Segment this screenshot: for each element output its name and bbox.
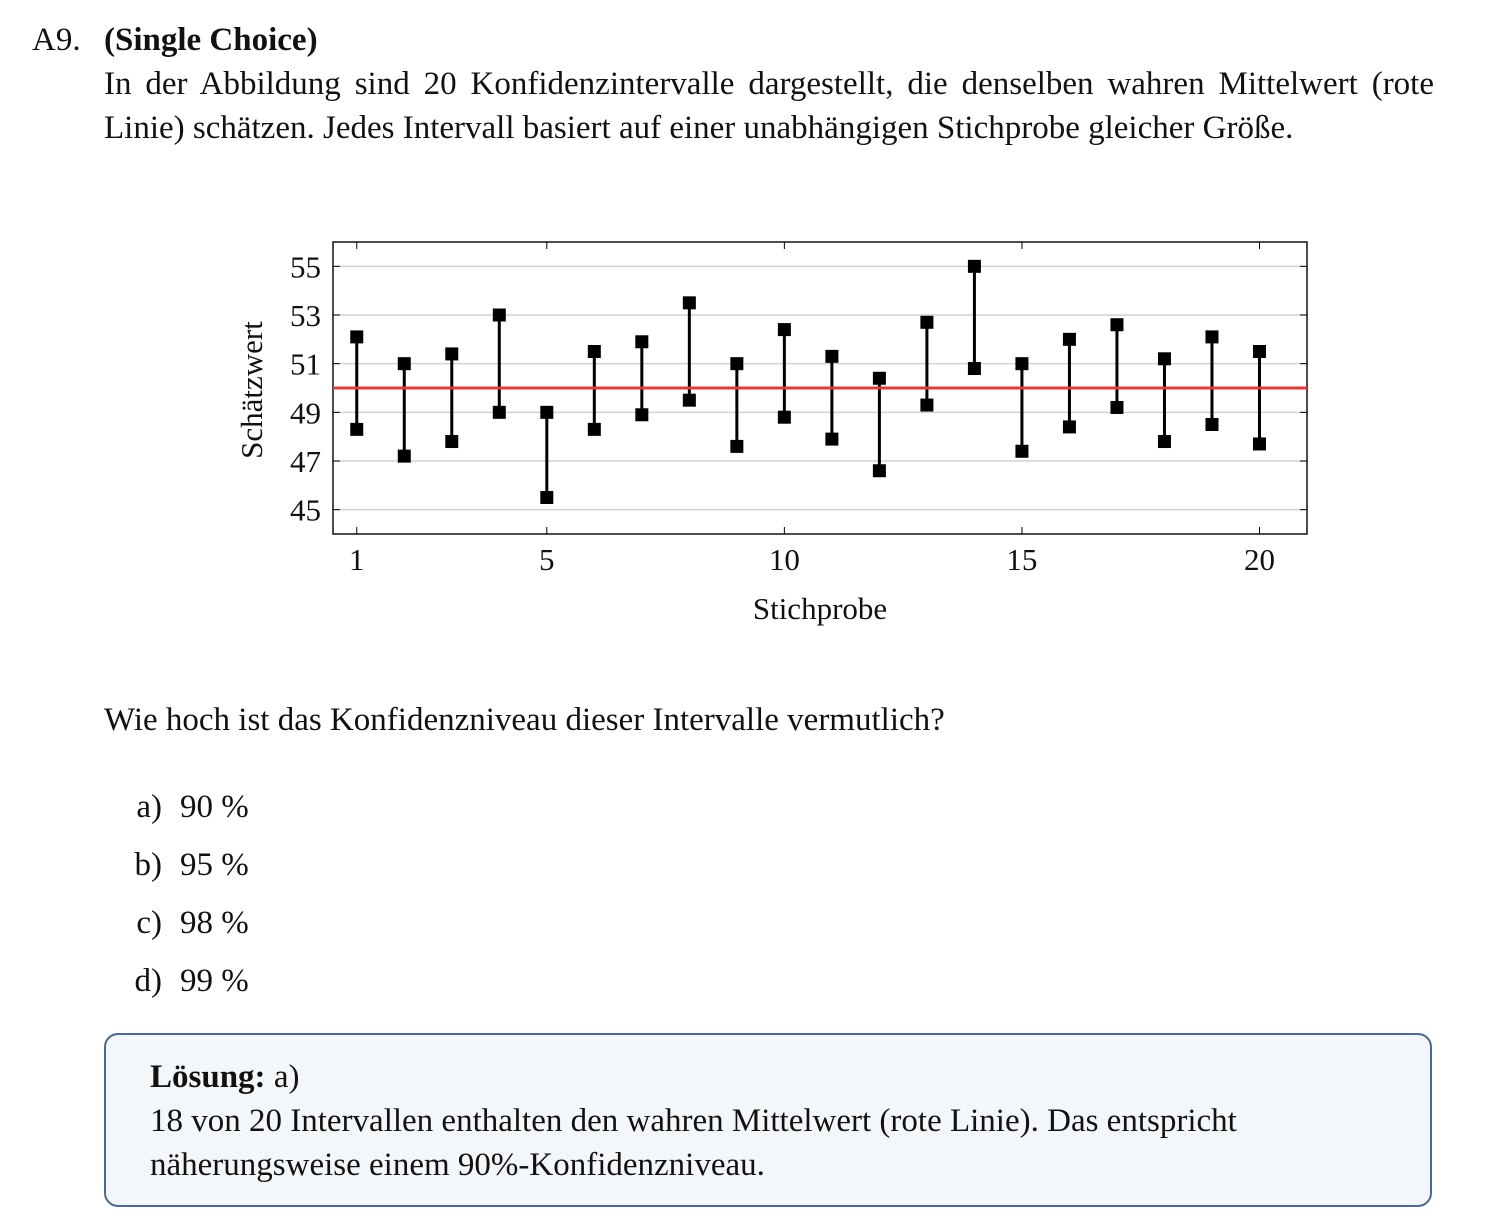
interval-upper-marker (873, 372, 886, 385)
interval-upper-marker (825, 350, 838, 363)
interval-lower-marker (1063, 420, 1076, 433)
interval-lower-marker (1110, 401, 1123, 414)
interval-lower-marker (1015, 445, 1028, 458)
x-axis-label: Stichprobe (752, 591, 888, 626)
solution-label: Lösung: (150, 1059, 266, 1095)
option-letter: a) (136, 788, 162, 825)
interval-upper-marker (1205, 330, 1218, 343)
interval-upper-marker (683, 296, 696, 309)
question-type: (Single Choice) (104, 22, 318, 58)
x-tick-label: 10 (768, 542, 800, 577)
interval-lower-marker (1158, 435, 1171, 448)
interval-upper-marker (778, 323, 791, 336)
option-value: 99 % (180, 962, 249, 999)
y-tick-label: 45 (290, 492, 321, 528)
interval-upper-marker (730, 357, 743, 370)
y-tick-label: 49 (290, 395, 321, 431)
question-text: Wie hoch ist das Konfidenzniveau dieser Intervalle vermutlich? (104, 702, 945, 738)
interval-upper-marker (635, 335, 648, 348)
x-tick-label: 20 (1243, 542, 1275, 577)
option-value: 90 % (180, 788, 249, 825)
option-letter: c) (136, 904, 162, 941)
solution-answer: a) (273, 1059, 300, 1095)
interval-upper-marker (350, 330, 363, 343)
interval-lower-marker (778, 411, 791, 424)
interval-lower-marker (730, 440, 743, 453)
interval-upper-marker (1110, 318, 1123, 331)
interval-lower-marker (920, 399, 933, 412)
interval-lower-marker (445, 435, 458, 448)
interval-upper-marker (445, 347, 458, 360)
y-tick-label: 55 (290, 249, 321, 285)
interval-lower-marker (350, 423, 363, 436)
interval-lower-marker (1205, 418, 1218, 431)
y-tick-label: 51 (290, 346, 321, 382)
option-a[interactable] (104, 778, 249, 836)
option-b[interactable] (104, 836, 249, 894)
interval-lower-marker (588, 423, 601, 436)
interval-upper-marker (1158, 352, 1171, 365)
option-value: 95 % (180, 846, 249, 883)
y-tick-label: 53 (290, 298, 321, 333)
interval-lower-marker (540, 491, 553, 504)
interval-upper-marker (1253, 345, 1266, 358)
option-letter: b) (134, 846, 162, 883)
interval-upper-marker (398, 357, 411, 370)
x-tick-label: 1 (349, 542, 365, 577)
interval-lower-marker (1253, 437, 1266, 450)
solution-text: 18 von 20 Intervallen enthalten den wahren Mittelwert (rote Linie). Das entspricht näherungsweise einem 90%-Konfidenzniveau. (150, 1103, 1237, 1183)
interval-upper-marker (540, 406, 553, 419)
solution-heading (150, 1055, 299, 1099)
interval-lower-marker (493, 406, 506, 419)
option-letter: d) (134, 962, 162, 999)
interval-upper-marker (588, 345, 601, 358)
interval-upper-marker (1015, 357, 1028, 370)
y-axis-label: Schätzwert (234, 321, 269, 459)
interval-lower-marker (635, 408, 648, 421)
answer-options (104, 778, 249, 1010)
interval-lower-marker (825, 433, 838, 446)
option-d[interactable] (104, 952, 249, 1010)
interval-lower-marker (398, 450, 411, 463)
interval-upper-marker (493, 309, 506, 322)
interval-upper-marker (920, 316, 933, 329)
question-number: A9. (32, 22, 81, 58)
question-intro: In der Abbildung sind 20 Konfidenzintervalle dargestellt, die denselben wahren Mittelwert (rote Linie) schätzen. Jedes Intervall basiert auf einer unabhängigen Stichprobe gleicher Größe. (104, 66, 1434, 146)
interval-upper-marker (968, 260, 981, 273)
x-tick-label: 15 (1006, 542, 1038, 577)
x-tick-label: 5 (539, 542, 555, 577)
interval-upper-marker (1063, 333, 1076, 346)
interval-lower-marker (873, 464, 886, 477)
interval-lower-marker (968, 362, 981, 375)
option-value: 98 % (180, 904, 249, 941)
y-tick-label: 47 (290, 444, 321, 479)
option-c[interactable] (104, 894, 249, 952)
solution-box (104, 1033, 1432, 1207)
interval-lower-marker (683, 394, 696, 407)
